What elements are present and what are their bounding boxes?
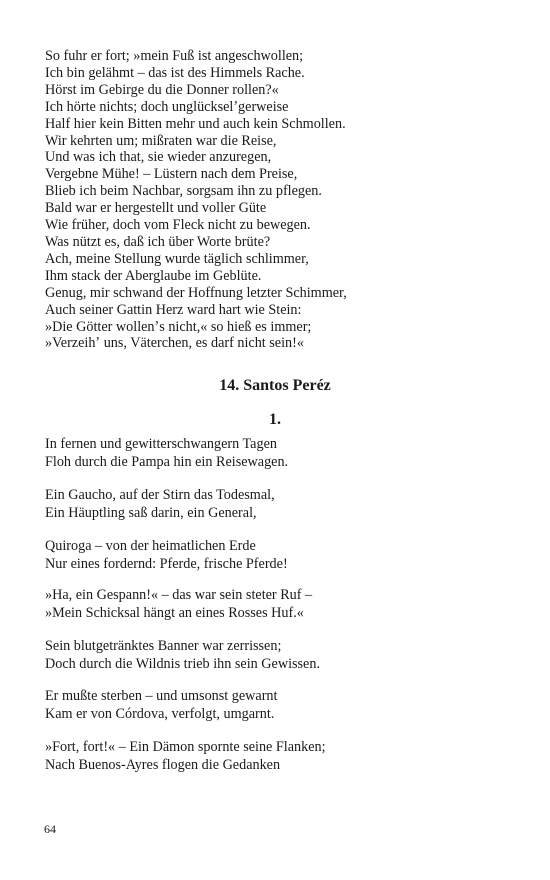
- poem-line: »Mein Schicksal hängt an eines Rosses Huf.«: [45, 604, 304, 621]
- poem-line: Was nützt es, daß ich über Worte brüte?: [45, 233, 271, 250]
- section-title: 14. Santos Peréz: [219, 377, 331, 394]
- stanza: [45, 587, 515, 622]
- poem-line: Genug, mir schwand der Hoffnung letzter Schimmer,: [45, 284, 347, 301]
- poem-line: Bald war er hergestellt und voller Güte: [45, 200, 267, 217]
- stanza: [45, 487, 515, 522]
- stanza: [45, 688, 515, 723]
- poem-line: Ich bin gelähmt – das ist des Himmels Rache.: [45, 64, 305, 81]
- poem-line: Ach, meine Stellung wurde täglich schlimmer,: [45, 250, 309, 267]
- poem-line: Wir kehrten um; mißraten war die Reise,: [45, 132, 277, 149]
- poem-line: Quiroga – von der heimatlichen Erde: [45, 538, 256, 554]
- poem-line: Hörst im Gebirge du die Donner rollen?«: [45, 81, 279, 98]
- poem-line: Blieb ich beim Nachbar, sorgsam ihn zu pflegen.: [45, 183, 322, 200]
- poem-line: Sein blutgetränktes Banner war zerrissen;: [45, 638, 282, 654]
- stanza: [45, 739, 515, 774]
- poem-line: Ein Gaucho, auf der Stirn das Todesmal,: [45, 487, 275, 503]
- poem-line: Kam er von Córdova, verfolgt, umgarnt.: [45, 705, 275, 722]
- poem-line: Wie früher, doch vom Fleck nicht zu bewegen.: [45, 217, 311, 234]
- poem-line: Auch seiner Gattin Herz ward hart wie Stein:: [45, 301, 302, 318]
- poem-line: Doch durch die Wildnis trieb ihn sein Gewissen.: [45, 655, 320, 672]
- poem-line: Vergebne Mühe! – Lüstern nach dem Preise,: [45, 166, 298, 183]
- poem-continuation: [45, 48, 515, 352]
- poem-line: Half hier kein Bitten mehr und auch kein Schmollen.: [45, 115, 346, 132]
- poem-line: Er mußte sterben – und umsonst gewarnt: [45, 688, 278, 704]
- poem-line: »Verzeihʼ uns, Väterchen, es darf nicht sein!«: [45, 335, 304, 352]
- stanza: [45, 638, 515, 673]
- poem-line: Floh durch die Pampa hin ein Reisewagen.: [45, 453, 289, 470]
- poem-line: »Ha, ein Gespann!« – das war sein steter Ruf –: [45, 587, 313, 603]
- poem-line: Ein Häuptling saß darin, ein General,: [45, 504, 257, 521]
- subsection-title: 1.: [269, 411, 281, 428]
- stanza: [45, 538, 515, 573]
- poem-line: »Fort, fort!« – Ein Dämon spornte seine Flanken;: [45, 739, 326, 755]
- page-number: 64: [44, 822, 56, 836]
- poem-line: Nach Buenos-Ayres flogen die Gedanken: [45, 756, 281, 773]
- poem-line: Und was ich that, sie wieder anzuregen,: [45, 149, 272, 166]
- stanza: [45, 436, 515, 471]
- poem-line: Ihm stack der Aberglaube im Geblüte.: [45, 267, 262, 284]
- poem-line: So fuhr er fort; »mein Fuß ist angeschwollen;: [45, 48, 304, 64]
- poem-line: In fernen und gewitterschwangern Tagen: [45, 436, 277, 452]
- poem-line: »Die Götter wollenʼs nicht,« so hieß es immer;: [45, 318, 312, 335]
- poem-line: Ich hörte nichts; doch unglückselʼgerweise: [45, 98, 289, 115]
- poem-line: Nur eines fordernd: Pferde, frische Pferde!: [45, 555, 288, 572]
